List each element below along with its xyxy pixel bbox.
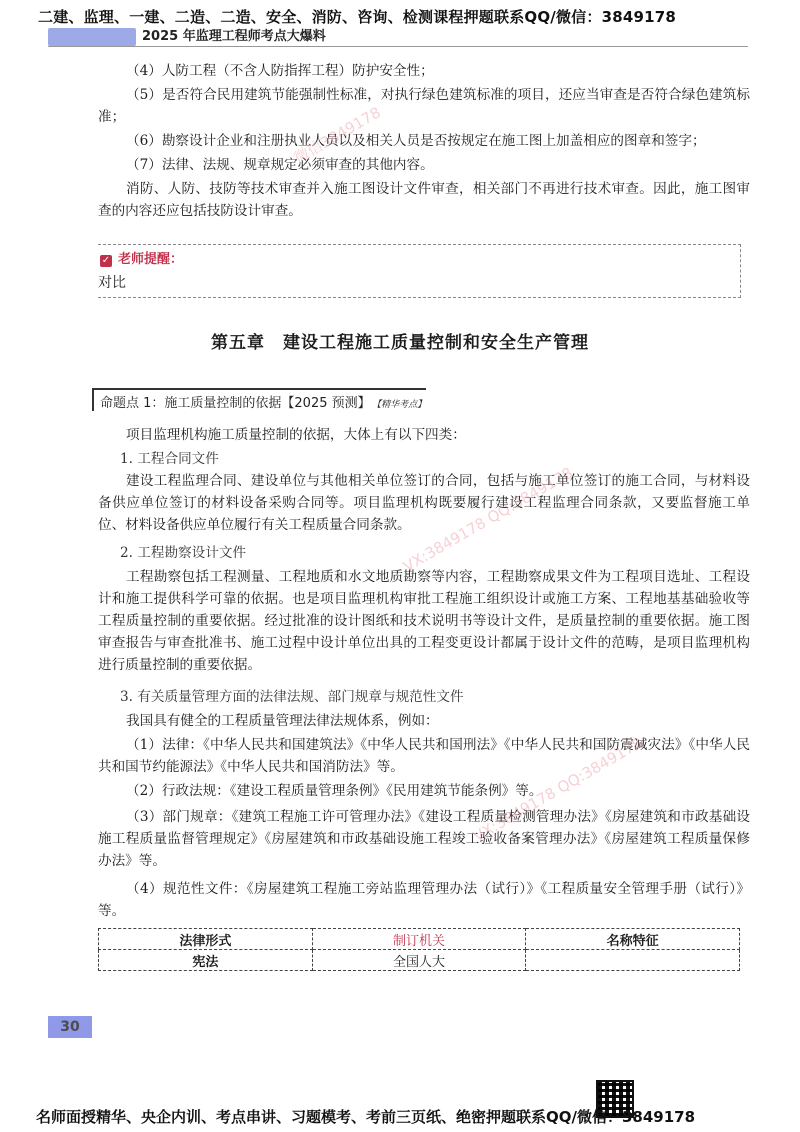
- table-row: [99, 950, 740, 971]
- bottom-contact-banner: 名师面授精华、央企内训、考点串讲、习题模考、考前三页纸、绝密押题联系QQ/微信：3849178: [36, 1108, 696, 1126]
- table-header-cell: 法律形式: [99, 929, 313, 950]
- table-header-cell: 制订机关: [312, 929, 526, 950]
- intro-item-5: （5）是否符合民用建筑节能强制性标准，对执行绿色建筑标准的项目，还应当审查是否符合绿色建筑标准；: [98, 87, 750, 125]
- running-head: [48, 25, 326, 46]
- section-3-lead: 我国具有健全的工程质量管理法律法规体系，例如：: [126, 713, 439, 729]
- intro-item-4: （4）人防工程（不含人防指挥工程）防护安全性；: [126, 63, 434, 79]
- checkmark-icon: ✓: [101, 255, 111, 266]
- intro-item-6: （6）勘察设计企业和注册执业人员以及相关人员是否按规定在施工图上加盖相应的图章和签字；: [126, 133, 706, 149]
- top-contact-banner: 二建、监理、一建、二造、二造、安全、消防、咨询、检测课程押题联系QQ/微信：3849178: [38, 8, 677, 26]
- redaction-mark: [48, 28, 136, 46]
- law-form-table: [98, 928, 740, 971]
- section-3-regulations: （2）行政法规：《建设工程质量管理条例》《民用建筑节能条例》等。: [126, 783, 543, 799]
- section-3-norms: （4）规范性文件：《房屋建筑工程施工旁站监理管理办法（试行）》《工程质量安全管理手册（试行）》等。: [98, 881, 750, 919]
- exam-point-heading: [92, 388, 426, 411]
- table-cell: 全国人大: [312, 950, 526, 971]
- page-number: 30: [48, 1016, 92, 1038]
- running-head-title: 2025 年监理工程师考点大爆料: [142, 29, 326, 44]
- watermark-text: 微信3849178: [291, 103, 384, 168]
- section-2-title: 2. 工程勘察设计文件: [120, 545, 247, 561]
- teacher-note-text: 对比: [98, 275, 126, 291]
- body-lead: 项目监理机构施工质量控制的依据，大体上有以下四类：: [126, 427, 466, 443]
- table-cell: [526, 950, 740, 971]
- table-cell: 宪法: [99, 950, 313, 971]
- intro-paragraph: 消防、人防、技防等技术审查并入施工图设计文件审查，相关部门不再进行技术审查。因此，施工图审查的内容还应包括技防设计审查。: [98, 181, 750, 219]
- section-3-laws: （1）法律：《中华人民共和国建筑法》《中华人民共和国刑法》《中华人民共和国防震减灾法》《中华人民共和国节约能源法》《中华人民共和国消防法》等。: [98, 737, 750, 775]
- table-header-row: [99, 929, 740, 950]
- watermark-text: VX:3849178 QQ:3849178: [470, 733, 646, 846]
- section-2-text: 工程勘察包括工程测量、工程地质和水文地质勘察等内容，工程勘察成果文件为工程项目选址、工程设计和施工提供科学可靠的依据。也是项目监理机构审批工程施工组织设计或施工方案、工程地基基础验收等工程质量控制的重要依据。经过批准的设计图纸和技术说明书等设计文件，是质量控制的重要依据。施工图审查报告与审查批准书、施工过程中设计单位出具的工程变更设计都属于设计文件的范畴，是项目监理机构进行质量控制的重要依据。: [98, 569, 750, 673]
- watermark-text: VX:3849178 QQ:3849178: [400, 463, 576, 576]
- table-header-cell: 名称特征: [526, 929, 740, 950]
- section-3-rules: （3）部门规章：《建筑工程施工许可管理办法》《建设工程质量检测管理办法》《房屋建筑和市政基础设施工程质量监督管理规定》《房屋建筑和市政基础设施工程竣工验收备案管理办法》《房屋建筑工程质量保修办法》等。: [98, 809, 750, 869]
- header-rule: [48, 46, 748, 47]
- exam-point-title: 命题点 1：施工质量控制的依据【2025 预测】: [100, 396, 371, 411]
- teacher-note-title: 老师提醒：: [118, 252, 184, 267]
- section-1-title: 1. 工程合同文件: [120, 451, 219, 467]
- teacher-note-label: [100, 248, 183, 267]
- exam-point-tag: 【精华考点】: [376, 400, 427, 410]
- intro-item-7: （7）法律、法规、规章规定必须审查的其他内容。: [126, 157, 434, 173]
- chapter-title: 第五章 建设工程施工质量控制和安全生产管理: [211, 333, 589, 353]
- section-1-text: 建设工程监理合同、建设单位与其他相关单位签订的合同，包括与施工单位签订的施工合同，与材料设备供应单位签订的材料设备采购合同等。项目监理机构既要履行建设工程监理合同条款，又要监督施工单位、材料设备供应单位履行有关工程质量合同条款。: [98, 473, 750, 533]
- teacher-note-box: [98, 244, 741, 298]
- section-3-title: 3. 有关质量管理方面的法律法规、部门规章与规范性文件: [120, 689, 464, 705]
